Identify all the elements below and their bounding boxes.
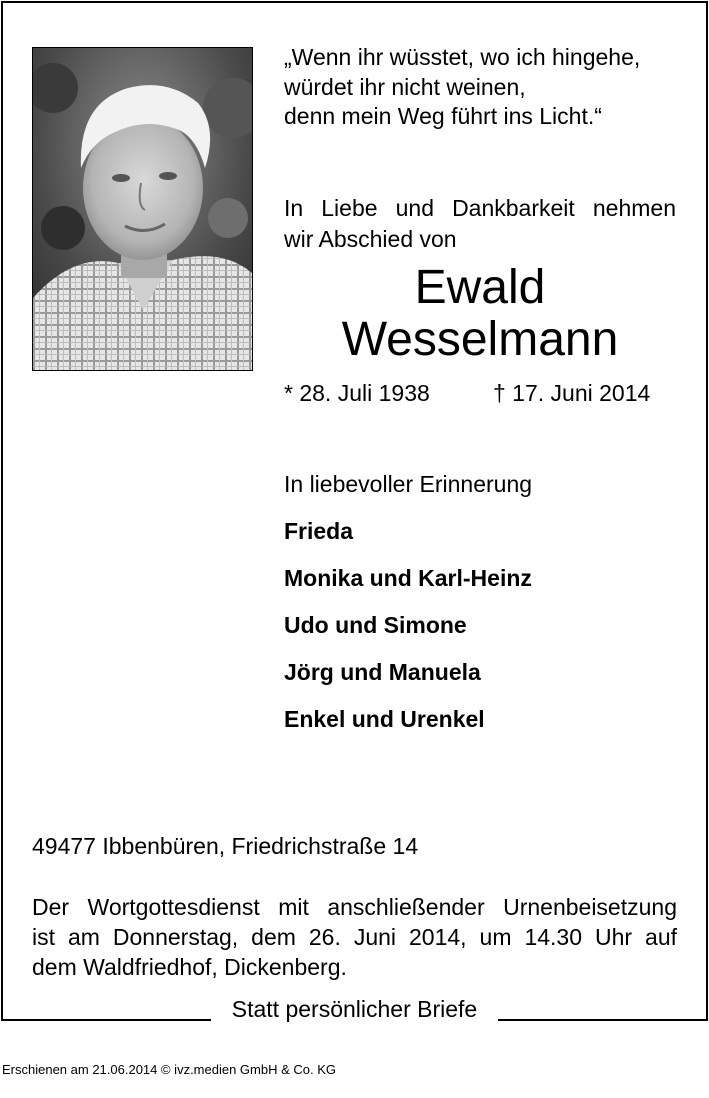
portrait-photo [32,47,253,371]
intro-text [284,193,676,255]
service-info [32,892,677,982]
quote-line: würdet ihr nicht weinen, [284,73,526,100]
mourner-name: Monika und Karl-Heinz [284,565,532,591]
mourner-name: Frieda [284,518,354,544]
publication-footer: Erschienen am 21.06.2014 © ivz.medien GmbH & Co. KG [2,1062,337,1077]
mourner-name: Enkel und Urenkel [284,706,485,732]
service-line: ist am Donnerstag, dem 26. Juni 2014, um 14.30 Uhr auf [32,924,677,950]
address: 49477 Ibbenbüren, Friedrichstraße 14 [32,833,419,859]
closing-note: Statt persönlicher Briefe [231,996,478,1022]
bottom-rule-left [1,1019,211,1021]
service-line: Der Wortgottesdienst mit anschließender Urnenbeisetzung [32,894,677,920]
service-line: dem Waldfriedhof, Dickenberg. [32,954,347,980]
bottom-rule-right [498,1019,708,1021]
portrait-illustration [33,48,252,370]
intro-line: wir Abschied von [284,226,457,252]
mourner-name: Jörg und Manuela [284,659,481,685]
death-date: † 17. Juni 2014 [493,380,651,406]
last-name: Wesselmann [341,313,619,366]
deceased-name [284,262,676,366]
quote-line: denn mein Weg führt ins Licht.“ [284,103,602,129]
intro-line: In Liebe und Dankbarkeit nehmen [284,195,676,221]
mourners-list [284,469,684,751]
memory-line: In liebevoller Erinnerung [284,471,533,497]
quote-block [284,43,684,132]
first-name: Ewald [414,261,546,314]
mourner-name: Udo und Simone [284,612,467,638]
quote-line: „Wenn ihr wüsstet, wo ich hingehe, [284,44,641,70]
birth-date: * 28. Juli 1938 [284,380,430,406]
